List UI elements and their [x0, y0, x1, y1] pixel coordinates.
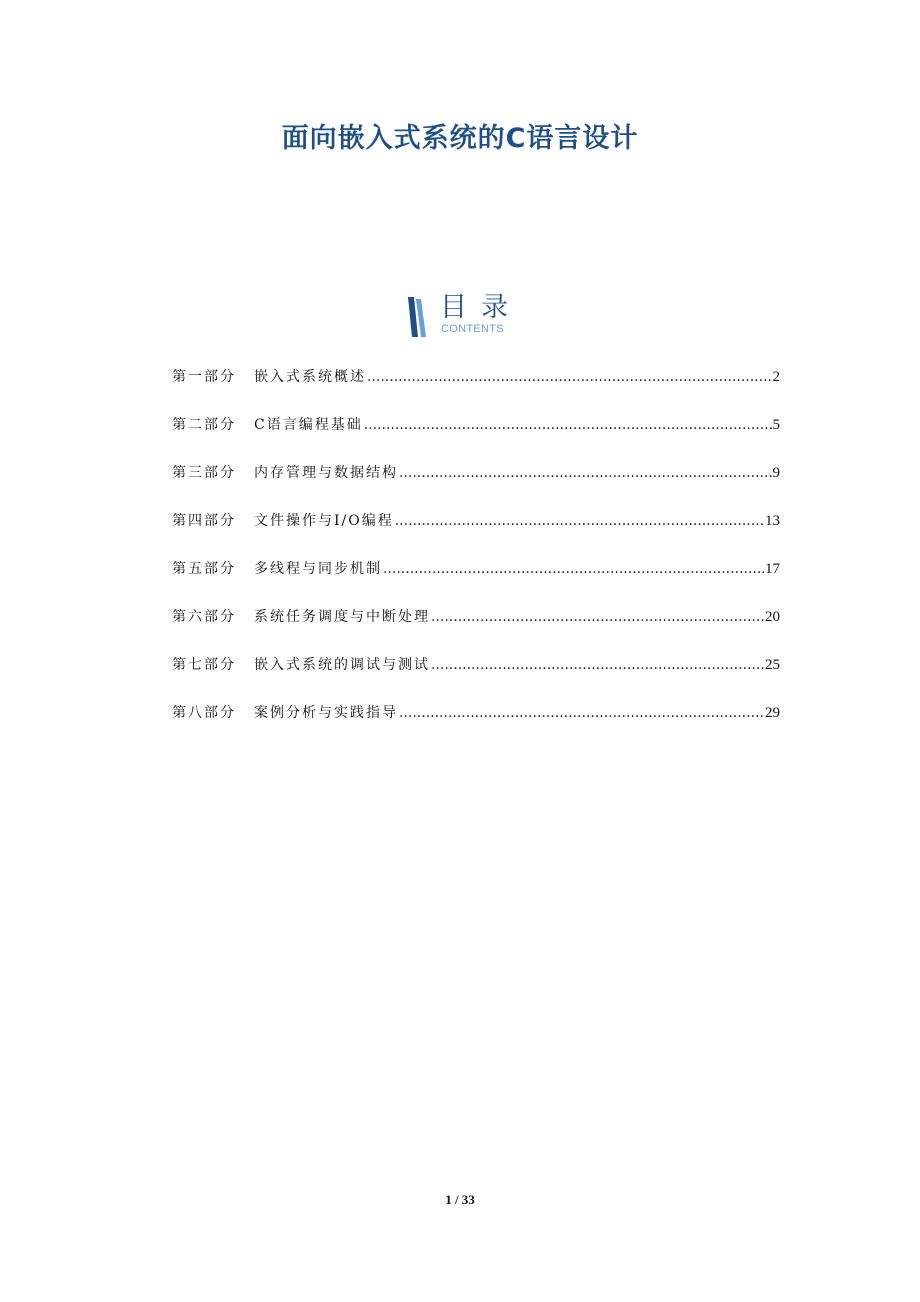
- page-indicator: 1 / 33: [445, 1192, 475, 1207]
- toc-entry-part: 第八部分: [172, 705, 236, 721]
- toc-entry-page: 2: [772, 369, 780, 385]
- toc-entry[interactable]: [172, 510, 780, 534]
- toc-leader-dots: [399, 465, 772, 481]
- toc-header: [0, 292, 920, 342]
- toc-entry-part: 第七部分: [172, 657, 236, 673]
- toc-entry-page: 9: [772, 465, 780, 481]
- toc-leader-dots: [395, 513, 764, 529]
- toc-entry-title: C语言编程基础: [254, 417, 363, 433]
- toc-entry-title: 案例分析与实践指导: [254, 705, 398, 721]
- toc-entry-page: 25: [765, 657, 780, 673]
- toc-entry-title: 系统任务调度与中断处理: [254, 609, 430, 625]
- document-title: 面向嵌入式系统的C语言设计: [281, 123, 639, 154]
- toc-leader-dots: [431, 609, 764, 625]
- toc-entry-part: 第三部分: [172, 465, 236, 481]
- toc-entry[interactable]: [172, 654, 780, 678]
- toc-subheading: CONTENTS: [441, 323, 504, 335]
- toc-entry-part: 第一部分: [172, 369, 236, 385]
- toc-heading: 目录: [440, 292, 522, 323]
- toc-entry-part: 第五部分: [172, 561, 236, 577]
- toc-leader-dots: [431, 657, 764, 673]
- toc-leader-dots: [399, 705, 764, 721]
- toc-entry[interactable]: [172, 462, 780, 486]
- toc-leader-dots: [364, 417, 772, 433]
- toc-entry-title: 嵌入式系统概述: [254, 369, 366, 385]
- toc-entry-title: 多线程与同步机制: [254, 561, 382, 577]
- toc-entry-part: 第六部分: [172, 609, 236, 625]
- toc-entry-part: 第二部分: [172, 417, 236, 433]
- toc-entry-part: 第四部分: [172, 513, 236, 529]
- toc-entry[interactable]: [172, 366, 780, 390]
- toc-entry[interactable]: [172, 702, 780, 726]
- toc-list: [172, 366, 780, 750]
- toc-leader-dots: [367, 369, 772, 385]
- toc-leader-dots: [383, 561, 764, 577]
- toc-entry[interactable]: [172, 558, 780, 582]
- toc-entry-title: 内存管理与数据结构: [254, 465, 398, 481]
- toc-entry-title: 文件操作与I/O编程: [254, 513, 394, 529]
- toc-entry-page: 5: [772, 417, 780, 433]
- slanted-bars-logo-icon: [406, 297, 432, 337]
- toc-entry-title: 嵌入式系统的调试与测试: [254, 657, 430, 673]
- toc-entry[interactable]: [172, 414, 780, 438]
- toc-entry-page: 20: [765, 609, 780, 625]
- toc-entry[interactable]: [172, 606, 780, 630]
- toc-entry-page: 29: [765, 705, 780, 721]
- toc-entry-page: 13: [765, 513, 780, 529]
- toc-entry-page: 17: [765, 561, 780, 577]
